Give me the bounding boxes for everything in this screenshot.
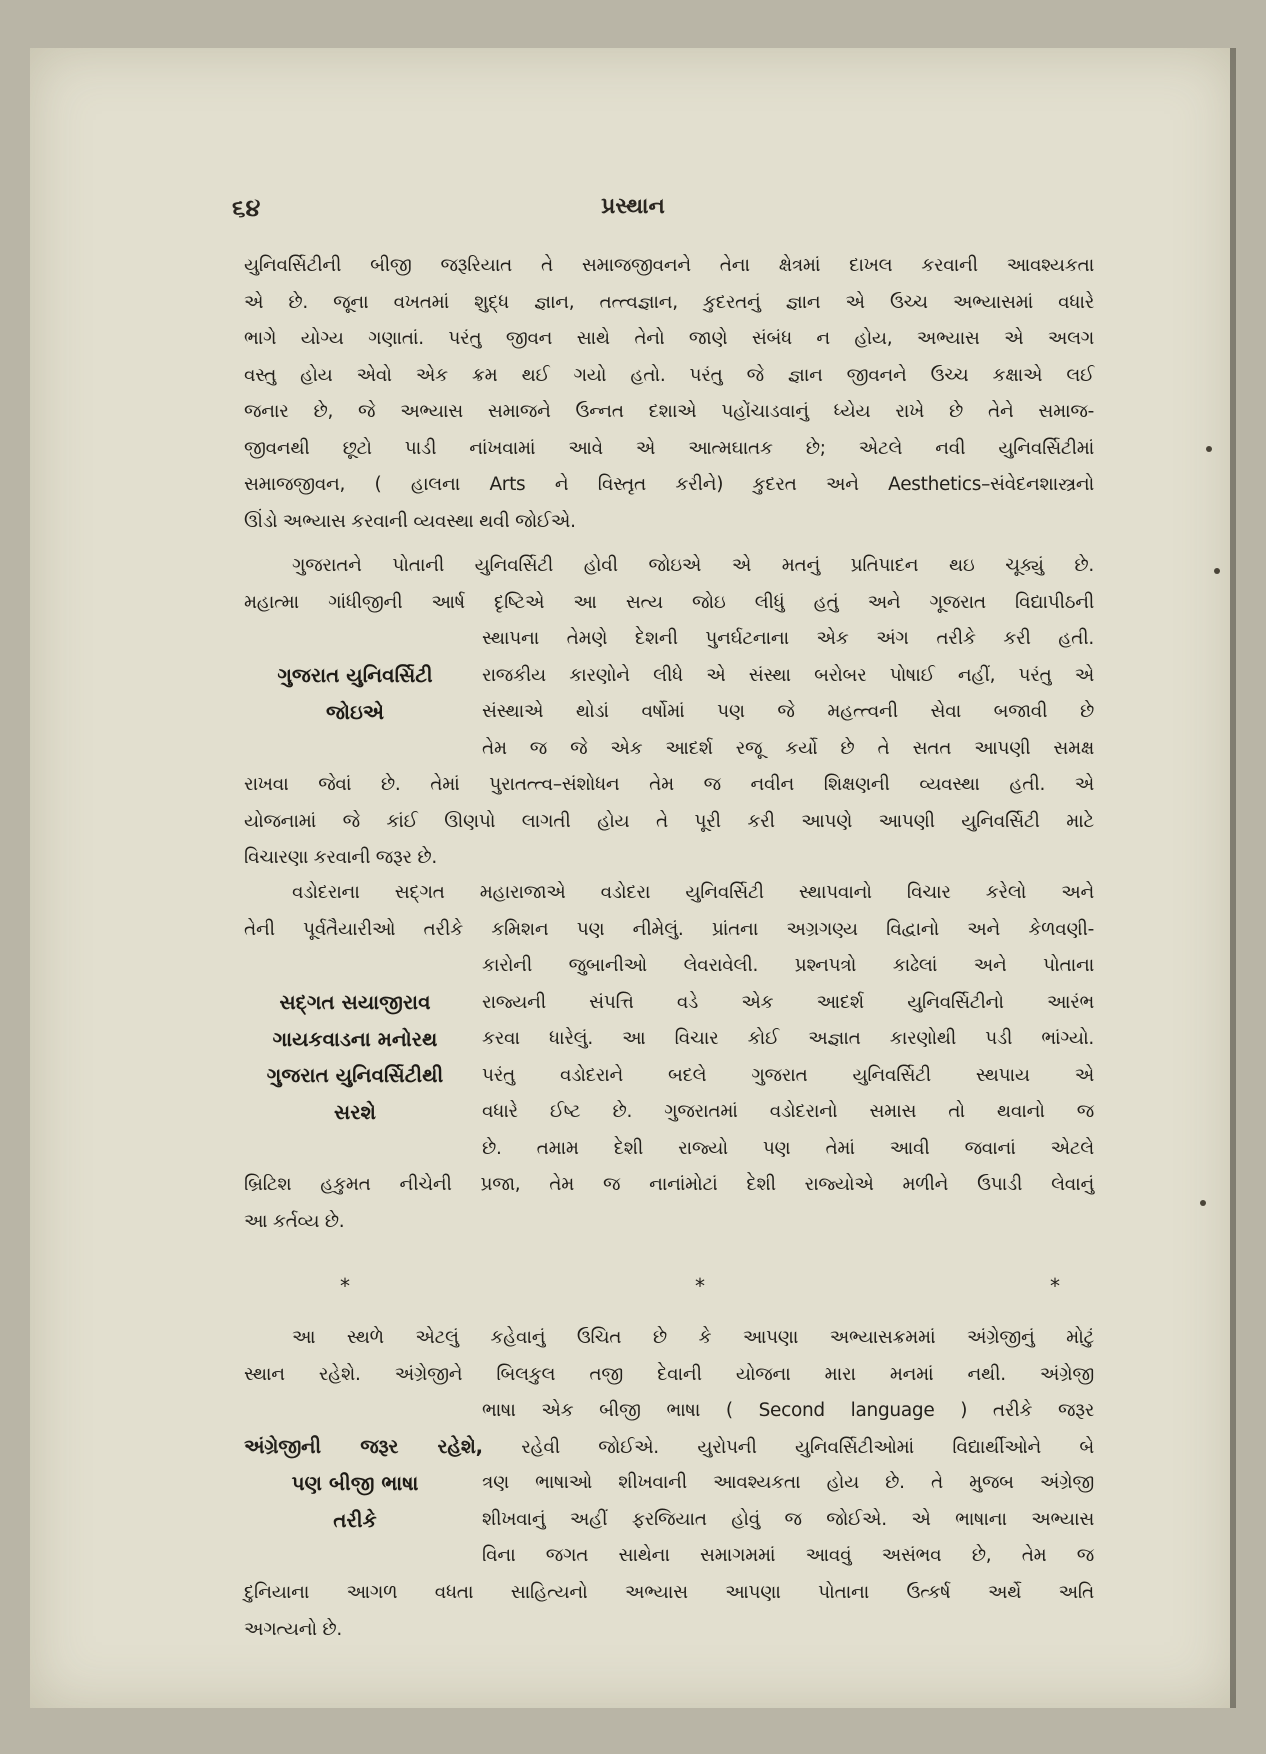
speck (1214, 568, 1220, 574)
text-line: સ્થાન રહેશે. અંગ્રેજીને બિલકુલ તજી દેવાની યોજના મારા મનમાં નથી. અંગ્રેજી (244, 1363, 1094, 1385)
text-line: જીવનથી છૂટો પાડી નાંખવામાં આવે એ આત્મઘાતક છે; એટલે નવી યુનિવર્સિટીમાં (244, 437, 1094, 459)
text-line: યુનિવર્સિટીની બીજી જરૂરિયાત તે સમાજજીવનને તેના ક્ષેત્રમાં દાખલ કરવાની આવશ્યકતા (244, 255, 1094, 276)
paragraph-4-column-a (482, 1393, 1094, 1430)
text-line: તેમ જ જે એક આદર્શ રજૂ કર્યો છે તે સતત આપણી સમક્ષ (482, 737, 1094, 759)
margin-heading-gujarat-university (244, 657, 466, 730)
page-edge (1230, 48, 1236, 1708)
paragraph-3-column (482, 948, 1094, 1167)
text-line: ત્રણ ભાષાઓ શીખવાની આવશ્યકતા હોય છે. તે મુજબ અંગ્રેજી (482, 1472, 1094, 1493)
margin-heading-line: ગાયકવાડના મનોરથ (272, 1026, 438, 1051)
paragraph-2-end (244, 767, 1094, 877)
text-line: મહાત્મા ગાંધીજીની આર્ષ દૃષ્ટિએ આ સત્ય જોઇ લીધું હતું અને ગૂજરાત વિદ્યાપીઠની (244, 591, 1094, 613)
text-line: યોજનામાં જે કાંઈ ઊણપો લાગતી હોય તે પૂરી કરી આપણે આપણી યુનિવર્સિટી માટે (244, 810, 1094, 832)
text-line: સ્થાપના તેમણે દેશની પુનર્ઘટનાના એક અંગ તરીકે કરી હતી. (482, 628, 1094, 649)
text-line: ભાષા એક બીજી ભાષા ( Second language ) તરીકે જરૂર (482, 1400, 1094, 1421)
paragraph-4-end (244, 1575, 1094, 1648)
text-line: વસ્તુ હોય એવો એક ક્રમ થઈ ગયો હતો. પરંતુ જે જ્ઞાન જીવનને ઉચ્ચ કક્ષાએ લઈ (244, 364, 1094, 386)
text-line: પરંતુ વડોદરાને બદલે ગુજરાત યુનિવર્સિટી સ્થપાય એ (482, 1064, 1094, 1086)
text-line: ભાગે યોગ્ય ગણાતાં. પરંતુ જીવન સાથે તેનો જાણે સંબંધ ન હોય, અભ્યાસ એ અલગ (244, 328, 1094, 349)
paragraph-4-mixed (244, 1429, 1094, 1467)
section-star: * (695, 1274, 705, 1298)
speck (1200, 1200, 1206, 1206)
text-line: કારોની જુબાનીઓ લેવરાવેલી. પ્રશ્નપત્રો કાઢેલાં અને પોતાના (482, 955, 1094, 976)
paragraph-2-top (244, 548, 1094, 621)
text-line: તેની પૂર્વતૈયારીઓ તરીકે કમિશન પણ નીમેલું. પ્રાંતના અગ્રગણ્ય વિદ્વાનો અને કેળવણી- (244, 918, 1094, 940)
text-line: ઊંડો અભ્યાસ કરવાની વ્યવસ્થા થવી જોઈએ. (244, 510, 576, 532)
margin-heading-line: ગુજરાત યુનિવર્સિટીથી (266, 1063, 444, 1087)
text-line: રાજકીય કારણોને લીધે એ સંસ્થા બરોબર પોષાઈ નહીં, પરંતુ એ (482, 664, 1094, 686)
inline-margin-heading: અંગ્રેજીની જરૂર રહેશે, (244, 1435, 483, 1458)
text-run: રહેવી જોઈએ. યુરોપની યુનિવર્સિટીઓમાં વિદ્યાર્થીઓને બે (521, 1437, 1094, 1458)
text-line: એ છે. જૂના વખતમાં શુદ્ધ જ્ઞાન, તત્ત્વજ્ઞાન, કુદરતનું જ્ઞાન એ ઉચ્ચ અભ્યાસમાં વધારે (244, 291, 1094, 313)
text-line: ગુજરાતને પોતાની યુનિવર્સિટી હોવી જોઇએ એ મતનું પ્રતિપાદન થઇ ચૂક્યું છે. (292, 555, 1094, 576)
margin-heading-line: સદ્ગત સયાજીરાવ (279, 990, 431, 1014)
text-line: આ કર્તવ્ય છે. (244, 1210, 345, 1232)
text-line: બ્રિટિશ હકુમત નીચેની પ્રજા, તેમ જ નાનાંમોટાં દેશી રાજ્યોએ મળીને ઉપાડી લેવાનું (244, 1174, 1094, 1195)
text-line: કરવા ધારેલું. આ વિચાર કોઈ અજ્ઞાત કારણોથી પડી ભાંગ્યો. (482, 1028, 1094, 1049)
paragraph-3-top (244, 875, 1094, 948)
paragraph-1 (244, 248, 1094, 540)
text-line: વિચારણા કરવાની જરૂર છે. (244, 847, 437, 868)
paragraph-4-top (244, 1320, 1094, 1393)
section-break (340, 1274, 1060, 1298)
margin-heading-line: જોઇએ (326, 699, 384, 724)
text-line: શીખવાનું અહીં ફરજિયાત હોવું જ જોઈએ. એ ભાષાના અભ્યાસ (482, 1508, 1094, 1530)
text-line: રાખવા જેવાં છે. તેમાં પુરાતત્ત્વ–સંશોધન તેમ જ નવીન શિક્ષણની વ્યવસ્થા હતી. એ (244, 774, 1094, 795)
page-number: ૬૪ (232, 194, 261, 222)
text-line: જનાર છે, જે અભ્યાસ સમાજને ઉન્નત દશાએ પહોંચાડવાનું ધ્યેય રાખે છે તેને સમાજ- (244, 401, 1094, 422)
text-line: છે. તમામ દેશી રાજ્યો પણ તેમાં આવી જવાનાં એટલે (482, 1137, 1094, 1159)
text-line: આ સ્થળે એટલું કહેવાનું ઉચિત છે કે આપણા અભ્યાસક્રમમાં અંગ્રેજીનું મોટું (292, 1327, 1094, 1348)
running-head: પ્રસ્થાન (601, 194, 665, 219)
margin-heading-second-language (244, 1465, 466, 1538)
text-line (244, 1429, 1094, 1467)
text-line: વિના જગત સાથેના સમાગમમાં આવવું અસંભવ છે, તેમ જ (482, 1545, 1094, 1566)
section-star: * (1050, 1274, 1060, 1298)
margin-heading-line: પણ બીજી ભાષા (291, 1471, 419, 1495)
text-line: વડોદરાના સદ્ગત મહારાજાએ વડોદરા યુનિવર્સિટી સ્થાપવાનો વિચાર કરેલો અને (292, 882, 1094, 903)
text-line: અગત્યનો છે. (244, 1618, 342, 1640)
margin-heading-sayajirao (244, 984, 466, 1130)
margin-heading-line: ગુજરાત યુનિવર્સિટી (277, 663, 433, 687)
text-line: સંસ્થાએ થોડાં વર્ષોમાં પણ જે મહત્ત્વની સેવા બજાવી છે (482, 701, 1094, 722)
text-line: વધારે ઈષ્ટ છે. ગુજરાતમાં વડોદરાનો સમાસ તો થવાનો જ (482, 1101, 1094, 1122)
text-line: દુનિયાના આગળ વધતા સાહિત્યનો અભ્યાસ આપણા પોતાના ઉત્કર્ષ અર્થે અતિ (244, 1582, 1094, 1603)
book-page (30, 48, 1236, 1708)
section-star: * (340, 1274, 350, 1298)
margin-heading-line: તરીકે (333, 1507, 377, 1532)
speck (1206, 446, 1212, 452)
text-line: સમાજજીવન, ( હાલના Arts ને વિસ્તૃત કરીને) કુદરત અને Aesthetics–સંવેદનશાસ્ત્રનો (244, 474, 1094, 495)
paragraph-3-end (244, 1167, 1094, 1240)
paragraph-4-column-b (482, 1465, 1094, 1575)
margin-heading-line: સરશે (334, 1099, 376, 1124)
paragraph-2-column (482, 621, 1094, 767)
text-line: રાજ્યની સંપત્તિ વડે એક આદર્શ યુનિવર્સિટીનો આરંભ (482, 991, 1094, 1013)
